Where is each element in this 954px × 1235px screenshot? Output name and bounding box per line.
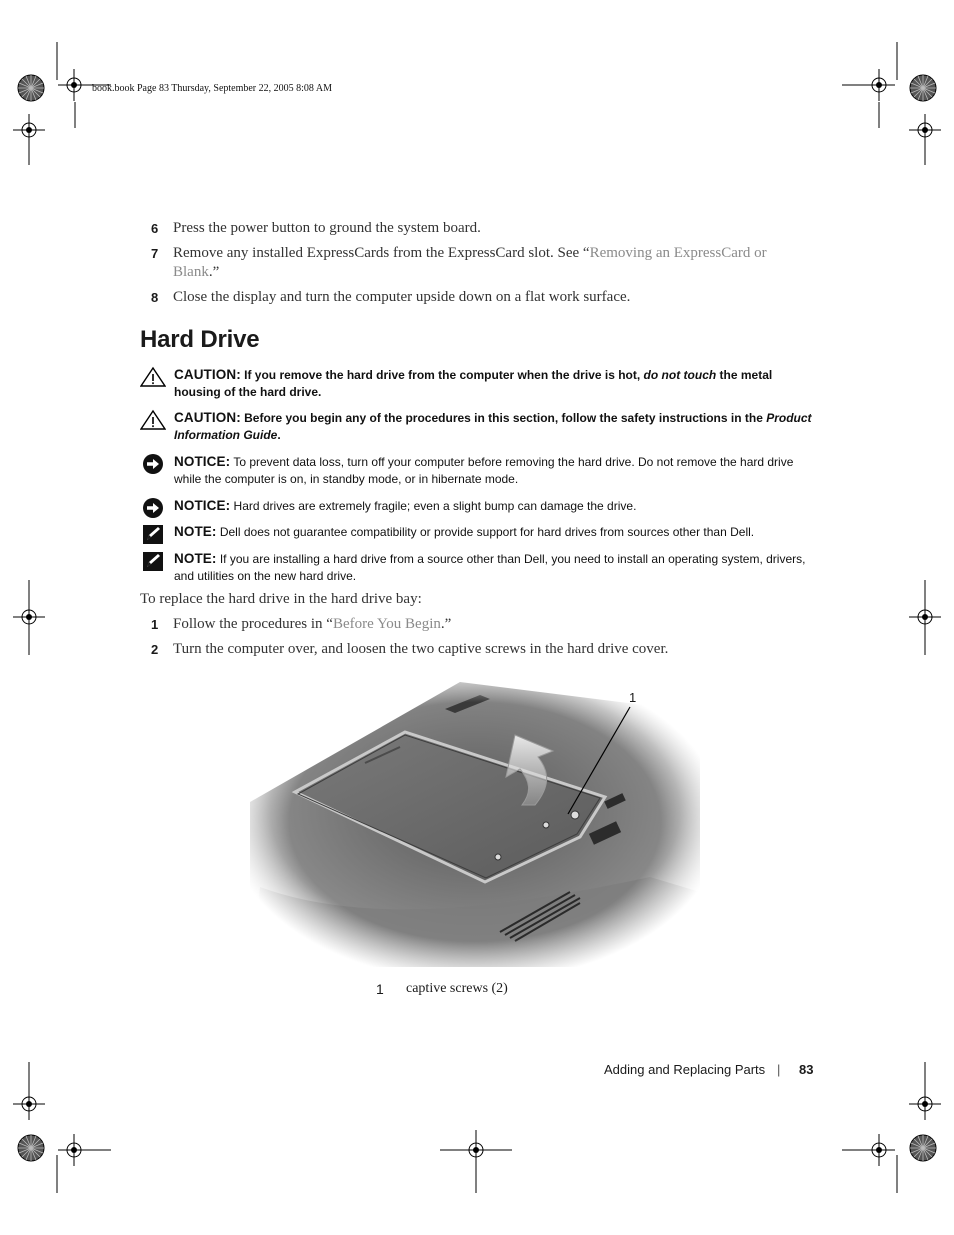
notice-icon [140, 453, 166, 475]
note-icon [140, 550, 166, 572]
note-text: If you are installing a hard drive from a source other than Dell, you need to install an operating system, drivers, and utilities on the new hard drive. [174, 552, 806, 583]
step-number: 1 [151, 617, 159, 632]
note-label: CAUTION: [174, 410, 241, 425]
note-label: NOTICE: [174, 498, 231, 513]
step-text-post: .” [440, 616, 452, 632]
note-text: Dell does not guarantee compatibility or provide support for hard drives from sources other than Dell. [216, 525, 755, 539]
step-text: Turn the computer over, and loosen the two captive screws in the hard drive cover. [173, 641, 669, 657]
footer-section-title: Adding and Replacing Parts [604, 1062, 766, 1077]
note-icon [140, 523, 166, 545]
procedure-intro: To replace the hard drive in the hard drive bay: [140, 591, 422, 607]
caution-icon [140, 409, 166, 431]
note-body [174, 409, 814, 444]
section-heading: Hard Drive [140, 326, 260, 353]
caution-icon [140, 366, 166, 388]
note-label: NOTE: [174, 551, 217, 566]
note-label: CAUTION: [174, 367, 241, 382]
note-body [174, 497, 814, 515]
step-number: 2 [151, 642, 159, 657]
figure-legend-number: 1 [376, 981, 384, 997]
note-text: To prevent data loss, turn off your computer before removing the hard drive. Do not remove the hard drive while the computer is on, in standby mode, or in hibernate mode. [174, 455, 794, 486]
step-text-post: .” [208, 264, 220, 280]
note-body [174, 550, 814, 585]
step-text-pre: Remove any installed ExpressCards from the ExpressCard slot. See “ [173, 245, 590, 261]
notice-icon [140, 497, 166, 519]
note-text: the metal housing of the hard drive. [174, 368, 773, 399]
print-header-stamp: book.book Page 83 Thursday, September 22, 2005 8:08 AM [92, 83, 332, 94]
step-text: Press the power button to ground the system board. [173, 220, 481, 236]
footer-separator: | [777, 1062, 781, 1077]
step-text [173, 244, 813, 282]
note-text: Hard drives are extremely fragile; even a slight bump can damage the drive. [230, 499, 637, 513]
step-number: 7 [151, 246, 159, 261]
note-text: If you remove the hard drive from the computer when the drive is hot, [240, 368, 644, 382]
link-before-you-begin[interactable]: Before You Begin [332, 616, 441, 632]
note-label: NOTICE: [174, 454, 231, 469]
figure-callout-number: 1 [629, 690, 637, 705]
note-emphasis: Product Information Guide [174, 411, 812, 442]
figure-legend-text: captive screws (2) [406, 981, 508, 996]
step-text: Close the display and turn the computer upside down on a flat work surface. [173, 289, 631, 305]
note-body [174, 366, 814, 401]
note-body [174, 523, 814, 541]
step-number: 6 [151, 221, 159, 236]
link-removing-expresscard[interactable]: Removing an ExpressCard or Blank [173, 245, 767, 280]
step-text-pre: Follow the procedures in “ [173, 616, 333, 632]
note-emphasis: do not touch [643, 368, 717, 382]
step-text [173, 615, 813, 634]
step-number: 8 [151, 290, 159, 305]
note-text: Before you begin any of the procedures in this section, follow the safety instructions in the [240, 411, 767, 425]
note-label: NOTE: [174, 524, 217, 539]
hard-drive-cover-illustration [250, 677, 700, 967]
page-number: 83 [799, 1062, 814, 1077]
note-body [174, 453, 814, 488]
note-text: . [277, 428, 281, 442]
